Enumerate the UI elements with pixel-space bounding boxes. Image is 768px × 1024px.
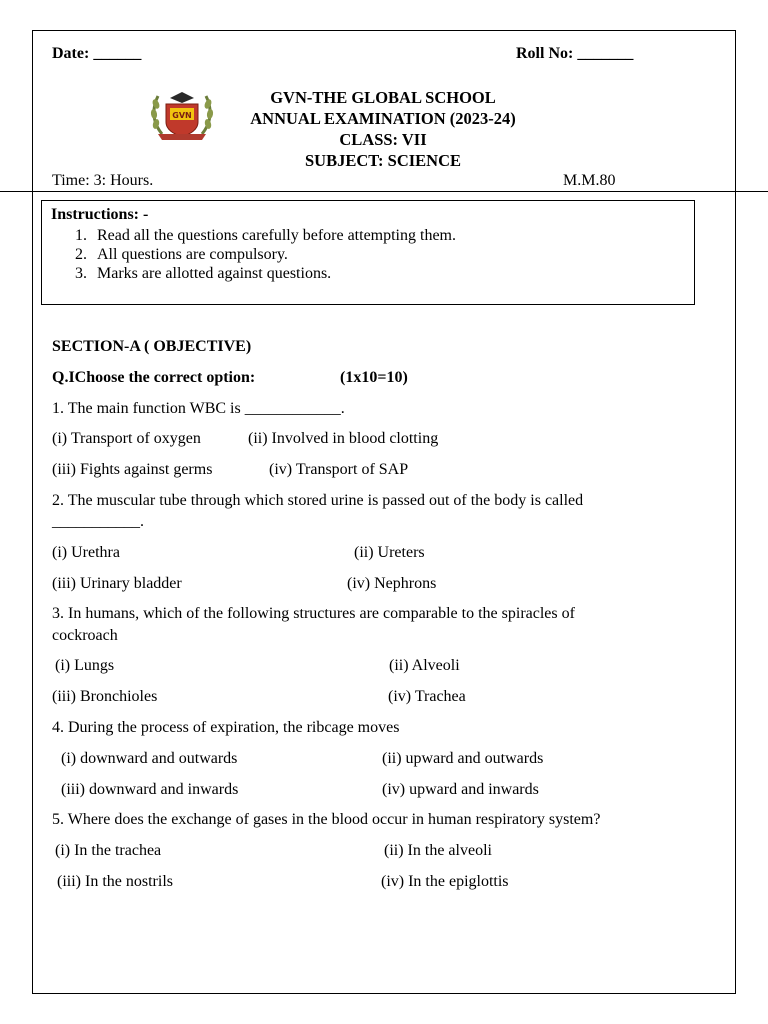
question-text: 1. The main function WBC is ____________. <box>52 400 345 417</box>
class-label: CLASS: VII <box>339 130 427 149</box>
option: (ii) Alveoli <box>389 657 460 674</box>
instruction-num: 2. <box>75 246 87 263</box>
instructions-title: Instructions: - <box>51 206 149 223</box>
exam-title: ANNUAL EXAMINATION (2023-24) <box>250 109 516 128</box>
question-text: 2. The muscular tube through which stored urine is passed out of the body is called <box>52 492 584 509</box>
instruction-item: All questions are compulsory. <box>97 246 288 263</box>
header-divider <box>0 191 768 192</box>
question-text: 4. During the process of expiration, the ribcage moves <box>52 719 400 736</box>
instruction-item: Read all the questions carefully before attempting them. <box>97 227 456 244</box>
question-text: 5. Where does the exchange of gases in the blood occur in human respiratory system? <box>52 811 601 828</box>
question-marks: (1x10=10) <box>340 369 408 386</box>
question-text-continued: cockroach <box>52 627 118 644</box>
question-text-continued: ___________. <box>52 513 144 530</box>
option: (i) Lungs <box>55 657 115 674</box>
subject-label: SUBJECT: SCIENCE <box>304 151 462 170</box>
option: (i) downward and outwards <box>61 750 238 767</box>
date-field: Date: ______ <box>52 45 142 62</box>
question-text: 3. In humans, which of the following structures are comparable to the spiracles of <box>52 605 575 622</box>
option: (iv) Transport of SAP <box>269 461 409 478</box>
instruction-num: 1. <box>75 227 87 244</box>
option: (iii) Bronchioles <box>52 688 158 705</box>
option: (ii) Ureters <box>354 544 425 561</box>
option: (iv) Nephrons <box>347 575 437 592</box>
time-label: Time: 3: Hours. <box>52 172 154 189</box>
logo-text: GVN <box>172 111 192 120</box>
option: (iii) Fights against germs <box>52 461 213 478</box>
section-title: SECTION-A ( OBJECTIVE) <box>52 338 252 355</box>
option: (ii) Involved in blood clotting <box>248 430 439 447</box>
option: (iv) Trachea <box>388 688 466 705</box>
max-marks-label: M.M.80 <box>563 172 616 189</box>
option: (i) Urethra <box>52 544 120 561</box>
option: (i) In the trachea <box>55 842 162 859</box>
option: (ii) upward and outwards <box>382 750 544 767</box>
school-name: GVN-THE GLOBAL SCHOOL <box>270 88 496 107</box>
option: (iv) In the epiglottis <box>381 873 509 890</box>
option: (iii) In the nostrils <box>57 873 173 890</box>
option: (i) Transport of oxygen <box>52 430 201 447</box>
option: (iii) Urinary bladder <box>52 575 182 592</box>
option: (ii) In the alveoli <box>384 842 492 859</box>
option: (iii) downward and inwards <box>61 781 239 798</box>
question-heading: Q.IChoose the correct option: <box>52 369 256 386</box>
instruction-item: Marks are allotted against questions. <box>97 265 332 282</box>
instruction-num: 3. <box>75 265 87 282</box>
roll-no-field: Roll No: _______ <box>516 45 634 62</box>
option: (iv) upward and inwards <box>382 781 539 798</box>
